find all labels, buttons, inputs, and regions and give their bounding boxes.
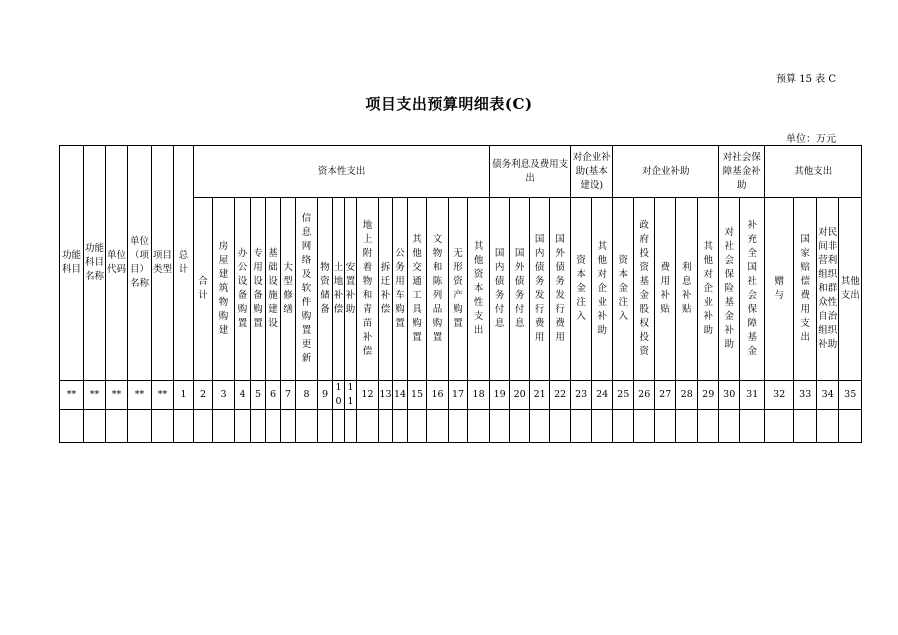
index-number-cell: 12 <box>357 381 379 410</box>
empty-cell <box>613 410 634 443</box>
header-col-6: 基 础 设 施 建 设 <box>266 198 281 381</box>
empty-cell <box>60 410 84 443</box>
index-number-cell: 34 <box>817 381 839 410</box>
index-number-cell: 33 <box>794 381 817 410</box>
index-number-cell: 21 <box>530 381 550 410</box>
empty-cell <box>235 410 251 443</box>
header-col-35: 其他 支出 <box>839 198 862 381</box>
empty-cell <box>213 410 235 443</box>
index-number-cell: 26 <box>634 381 655 410</box>
index-star-cell: ** <box>152 381 174 410</box>
index-number-cell: 4 <box>235 381 251 410</box>
index-number-cell: 16 <box>427 381 449 410</box>
empty-cell <box>530 410 550 443</box>
budget-table <box>59 145 862 443</box>
index-star-cell: ** <box>106 381 128 410</box>
empty-cell <box>698 410 719 443</box>
header-col-12: 地 上 附 着 物 和 青 苗 补 偿 <box>357 198 379 381</box>
header-col-16: 文 物 和 陈 列 品 购 置 <box>427 198 449 381</box>
empty-cell <box>152 410 174 443</box>
header-col-27: 费 用 补 贴 <box>655 198 676 381</box>
empty-cell <box>106 410 128 443</box>
header-col-24: 其 他 对 企 业 补 助 <box>592 198 613 381</box>
empty-cell <box>634 410 655 443</box>
index-number-cell: 25 <box>613 381 634 410</box>
header-col-15: 其 他 交 通 工 具 购 置 <box>408 198 427 381</box>
empty-cell <box>379 410 393 443</box>
index-number-cell: 28 <box>676 381 698 410</box>
header-col-21: 国 内 债 务 发 行 费 用 <box>530 198 550 381</box>
empty-cell <box>839 410 862 443</box>
empty-cell <box>174 410 194 443</box>
header-capital-group: 资本性支出 <box>194 146 490 198</box>
index-star-cell: ** <box>128 381 152 410</box>
header-col-3: 房 屋 建 筑 物 购 建 <box>213 198 235 381</box>
header-col-31: 补 充 全 国 社 会 保 障 基 金 <box>740 198 765 381</box>
index-number-cell: 30 <box>719 381 740 410</box>
empty-cell <box>765 410 794 443</box>
index-number-cell: 10 <box>333 381 345 410</box>
empty-cell <box>84 410 106 443</box>
index-number-cell: 22 <box>550 381 571 410</box>
empty-cell <box>449 410 468 443</box>
header-corp-subsidy-group: 对企业补助 <box>613 146 719 198</box>
header-func-subject-name: 功能 科目 名称 <box>84 146 106 381</box>
header-col-26: 政 府 投 资 基 金 股 权 投 资 <box>634 198 655 381</box>
empty-cell <box>251 410 266 443</box>
index-number-cell: 31 <box>740 381 765 410</box>
data-row-empty <box>60 410 862 443</box>
empty-cell <box>345 410 357 443</box>
index-number-cell: 23 <box>571 381 592 410</box>
empty-cell <box>817 410 839 443</box>
header-col-9: 物 资 储 备 <box>318 198 333 381</box>
empty-cell <box>550 410 571 443</box>
header-other-group: 其他支出 <box>765 146 862 198</box>
index-number-cell: 17 <box>449 381 468 410</box>
index-number-cell: 3 <box>213 381 235 410</box>
empty-cell <box>490 410 510 443</box>
index-number-cell: 9 <box>318 381 333 410</box>
header-col-13: 拆 迁 补 偿 <box>379 198 393 381</box>
header-col-32: 赠 与 <box>765 198 794 381</box>
header-corp-subsidy-capital-group: 对企业补 助(基本 建设) <box>571 146 613 198</box>
index-number-cell: 14 <box>393 381 408 410</box>
header-project-type: 项目 类型 <box>152 146 174 381</box>
index-number-cell: 20 <box>510 381 530 410</box>
empty-cell <box>393 410 408 443</box>
index-row <box>60 381 862 410</box>
header-col-23: 资 本 金 注 入 <box>571 198 592 381</box>
header-col-7: 大 型 修 缮 <box>281 198 296 381</box>
empty-cell <box>357 410 379 443</box>
empty-cell <box>408 410 427 443</box>
empty-cell <box>571 410 592 443</box>
index-number-cell: 24 <box>592 381 613 410</box>
empty-cell <box>676 410 698 443</box>
empty-cell <box>468 410 490 443</box>
header-col-18: 其 他 资 本 性 支 出 <box>468 198 490 381</box>
header-col-34: 对民 间非 营利 组织 和群 众性 自治 组织 补助 <box>817 198 839 381</box>
header-col-14: 公 务 用 车 购 置 <box>393 198 408 381</box>
empty-cell <box>194 410 213 443</box>
index-number-cell: 8 <box>296 381 318 410</box>
header-col-19: 国 内 债 务 付 息 <box>490 198 510 381</box>
header-col-5: 专 用 设 备 购 置 <box>251 198 266 381</box>
empty-cell <box>427 410 449 443</box>
header-col-30: 对 社 会 保 险 基 金 补 助 <box>719 198 740 381</box>
index-number-cell: 29 <box>698 381 719 410</box>
form-code: 预算 15 表 C <box>776 74 836 85</box>
header-col-11: 安 置 补 助 <box>345 198 357 381</box>
unit-label: 单位：万元 <box>786 134 836 145</box>
page-title: 项目支出预算明细表(C) <box>365 95 533 113</box>
index-number-cell: 11 <box>345 381 357 410</box>
header-col-10: 土 地 补 偿 <box>333 198 345 381</box>
index-number-cell: 7 <box>281 381 296 410</box>
index-number-cell: 1 <box>174 381 194 410</box>
index-number-cell: 2 <box>194 381 213 410</box>
empty-cell <box>318 410 333 443</box>
header-col-20: 国 外 债 务 付 息 <box>510 198 530 381</box>
header-debt-group: 债务利息及费用支出 <box>490 146 571 198</box>
empty-cell <box>510 410 530 443</box>
header-col-22: 国 外 债 务 发 行 费 用 <box>550 198 571 381</box>
header-func-subject: 功能 科目 <box>60 146 84 381</box>
empty-cell <box>592 410 613 443</box>
header-col-8: 信 息 网 络 及 软 件 购 置 更 新 <box>296 198 318 381</box>
empty-cell <box>333 410 345 443</box>
header-col-28: 利 息 补 贴 <box>676 198 698 381</box>
header-col-33: 国 家 赔 偿 费 用 支 出 <box>794 198 817 381</box>
header-total: 总 计 <box>174 146 194 381</box>
header-social-security-group: 对社会保 障基金补 助 <box>719 146 765 198</box>
empty-cell <box>719 410 740 443</box>
index-number-cell: 27 <box>655 381 676 410</box>
index-number-cell: 32 <box>765 381 794 410</box>
index-number-cell: 15 <box>408 381 427 410</box>
index-star-cell: ** <box>60 381 84 410</box>
header-col-2: 合 计 <box>194 198 213 381</box>
empty-cell <box>740 410 765 443</box>
header-row-groups <box>60 146 862 198</box>
header-col-17: 无 形 资 产 购 置 <box>449 198 468 381</box>
index-number-cell: 13 <box>379 381 393 410</box>
index-number-cell: 6 <box>266 381 281 410</box>
index-number-cell: 18 <box>468 381 490 410</box>
index-star-cell: ** <box>84 381 106 410</box>
header-col-25: 资 本 金 注 入 <box>613 198 634 381</box>
index-number-cell: 5 <box>251 381 266 410</box>
header-unit-name: 单位 （项 目）名称 <box>128 146 152 381</box>
index-number-cell: 35 <box>839 381 862 410</box>
empty-cell <box>655 410 676 443</box>
header-col-4: 办 公 设 备 购 置 <box>235 198 251 381</box>
empty-cell <box>296 410 318 443</box>
empty-cell <box>794 410 817 443</box>
empty-cell <box>281 410 296 443</box>
header-unit-code: 单位 代码 <box>106 146 128 381</box>
empty-cell <box>128 410 152 443</box>
index-number-cell: 19 <box>490 381 510 410</box>
header-col-29: 其 他 对 企 业 补 助 <box>698 198 719 381</box>
empty-cell <box>266 410 281 443</box>
